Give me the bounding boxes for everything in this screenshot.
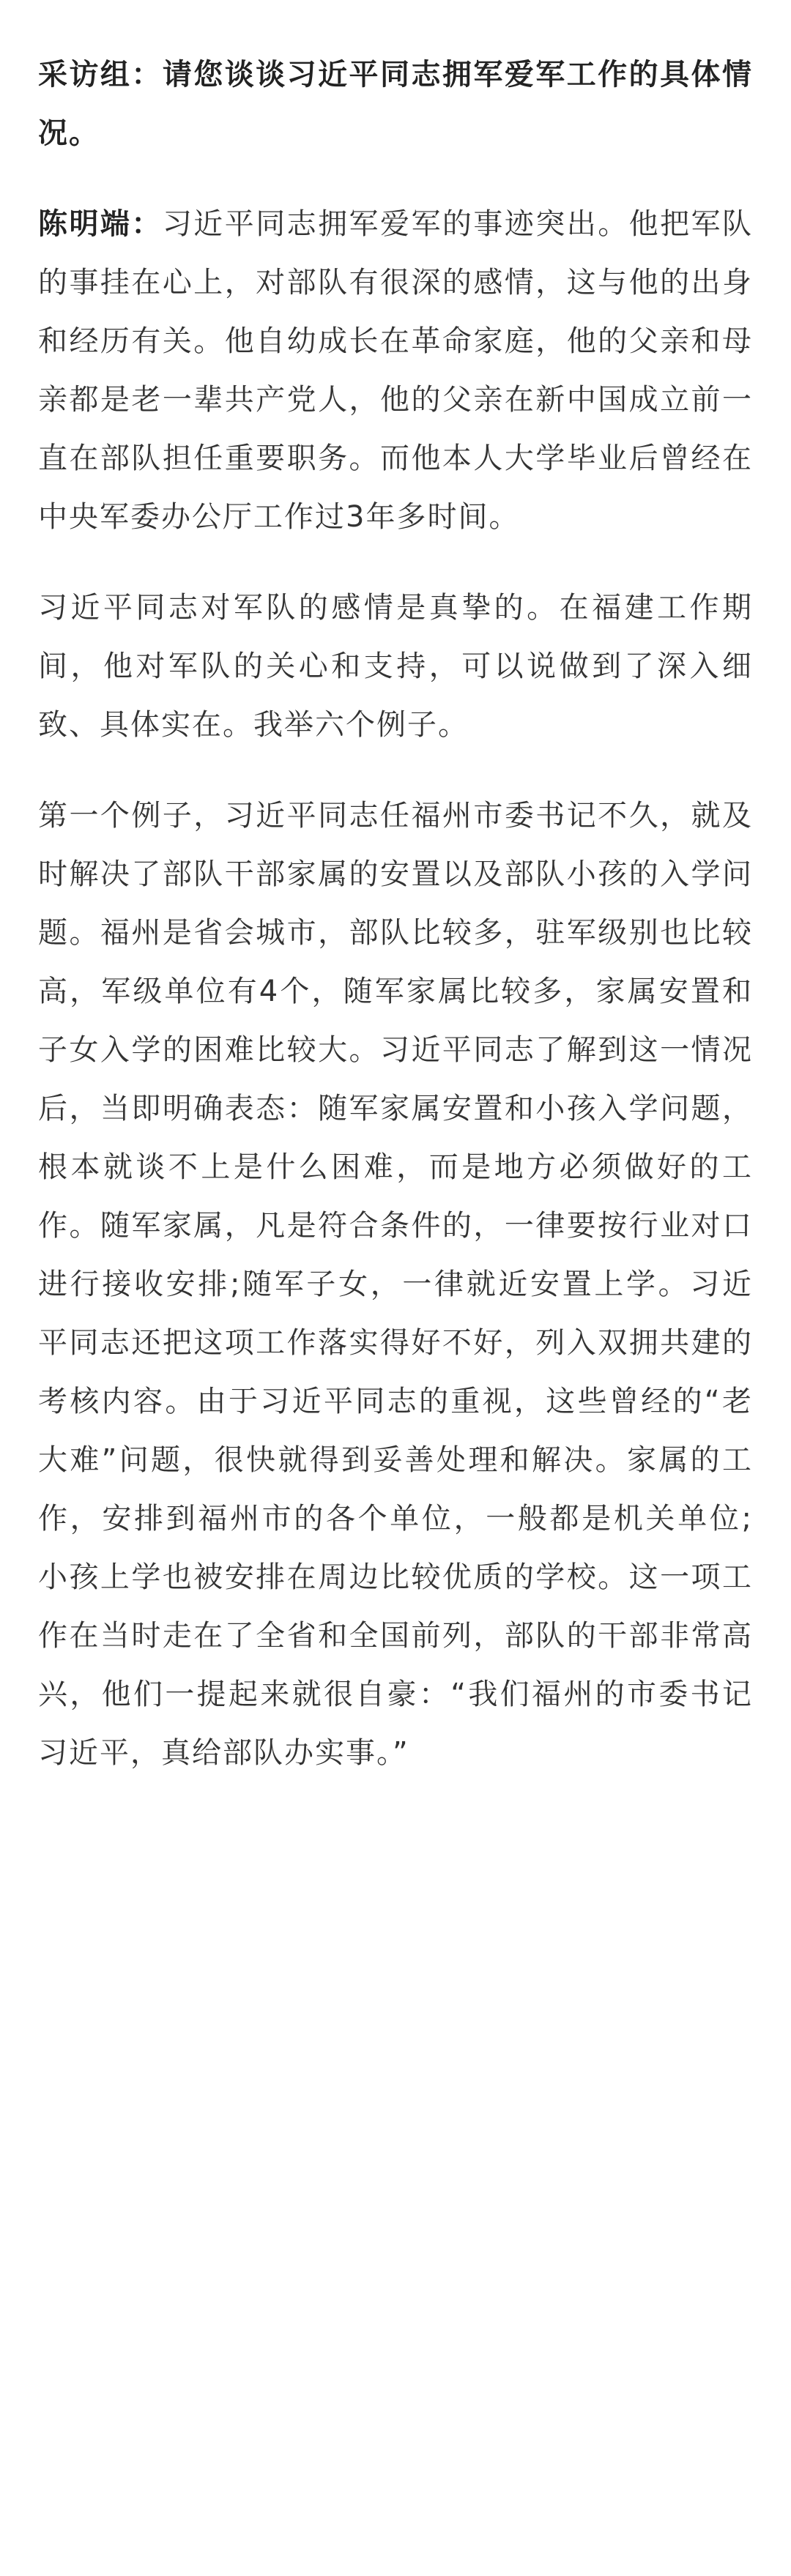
- interview-question: 采访组：请您谈谈习近平同志拥军爱军工作的具体情况。: [38, 58, 753, 150]
- paragraph-3: 第一个例子，习近平同志任福州市委书记不久，就及时解决了部队干部家属的安置以及部队小孩的入学问题。福州是省会城市，部队比较多，驻军级别也比较高，军级单位有4个，随军家属比较多，家属安置和子女入学的困难比较大。习近平同志了解到这一情况后，当即明确表态：随军家属安置和小孩入学问题，根本就谈不上是什么困难，而是地方必须做好的工作。随军家属，凡是符合条件的，一律要按行业对口进行接收安排;随军子女，一律就近安置上学。习近平同志还把这项工作落实得好不好，列入双拥共建的考核内容。由于习近平同志的重视，这些曾经的“老大难”问题，很快就得到妥善处理和解决。家属的工作，安排到福州市的各个单位，一般都是机关单位;小孩上学也被安排在周边比较优质的学校。这一项工作在当时走在了全省和全国前列，部队的干部非常高兴，他们一提起来就很自豪：“我们福州的市委书记习近平，真给部队办实事。”: [38, 799, 753, 1770]
- paragraph-2: 习近平同志对军队的感情是真挚的。在福建工作期间，他对军队的关心和支持，可以说做到了深入细致、具体实在。我举六个例子。: [38, 591, 753, 742]
- answer-paragraph: [38, 195, 753, 546]
- answer-text: 习近平同志拥军爱军的事迹突出。他把军队的事挂在心上，对部队有很深的感情，这与他的出身和经历有关。他自幼成长在革命家庭，他的父亲和母亲都是老一辈共产党人，他的父亲在新中国成立前一直在部队担任重要职务。而他本人大学毕业后曾经在中央军委办公厅工作过3年多时间。: [38, 207, 754, 534]
- answer-speaker: 陈明端：: [38, 207, 163, 241]
